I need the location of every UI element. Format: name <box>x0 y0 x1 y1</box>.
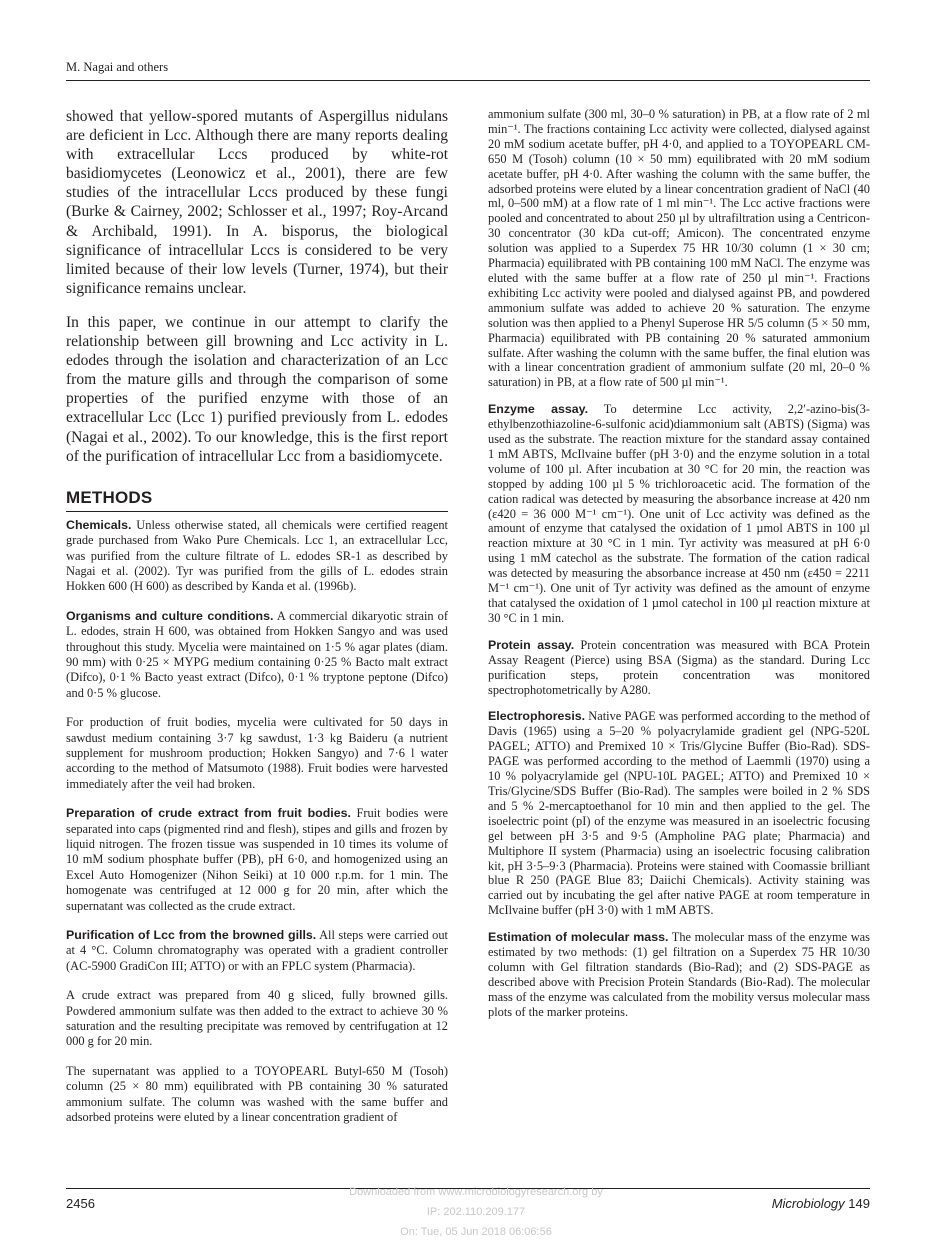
protein-assay-paragraph <box>488 638 870 698</box>
methods-heading: METHODS <box>66 488 448 512</box>
continued-paragraph: ammonium sulfate (300 ml, 30–0 % saturation) in PB, at a flow rate of 2 ml min⁻¹. The fractions containing Lcc activity were collected, dialysed against 20 mM sodium acetate buffer, pH 4·0, and applied to a TOYOPEARL CM-650 M (Tosoh) column (10 × 50 mm) equilibrated with 20 mM sodium acetate buffer, pH 4·0. After washing the column with the same buffer, the adsorbed proteins were eluted by a linear concentration gradient of NaCl (40 ml, 0–500 mM) at a flow rate of 1 ml min⁻¹. The Lcc active fractions were pooled and concentrated to about 250 µl by ultrafiltration using a Centricon-30 concentrator (30 kDa cut-off; Amicon). The concentrated enzyme solution was applied to a Superdex 75 HR 10/30 column (1 × 30 cm; Pharmacia) equilibrated with PB containing 100 mM NaCl. The enzyme was eluted with the same buffer at a flow rate of 250 µl min⁻¹. Fractions exhibiting Lcc activity were pooled and dialysed against PB, and powdered ammonium sulfate was added to achieve 20 % saturation. The enzyme solution was then applied to a Phenyl Superose HR 5/5 column (5 × 50 mm, Pharmacia) equilibrated with PB containing 20 % saturated ammonium sulfate. After washing the column with the same buffer, the final elution was with a linear concentration gradient of ammonium sulfate (20 ml, 20–0 % saturation) in PB, at a flow rate of 500 µl min⁻¹. <box>488 107 870 390</box>
chemicals-text: Unless otherwise stated, all chemicals were certified reagent grade purchased from Wako Pure Chemicals. Lcc 1, an extracellular Lcc, was purified from the culture filtrate of L. edodes SR-1 as described by Nagai et al. (2002). Tyr was purified from the gills of L. edodes strain Hokken 600 (H 600) as described by Kanda et al. (1996b). <box>66 517 448 594</box>
crude-extract-paragraph <box>66 806 448 914</box>
download-watermark-line-1: Downloaded from www.microbiologyresearch.org by <box>349 1186 603 1198</box>
download-watermark-line-2: IP: 202.110.209.177 <box>426 1206 526 1218</box>
chemicals-paragraph <box>66 518 448 595</box>
page-number: 2456 <box>66 1196 95 1211</box>
enzyme-assay-text: To determine Lcc activity, 2,2′-azino-bis(3-ethylbenzothiazoline-6-sulfonic acid)diammonium salt (ABTS) (Sigma) was used as the substrate. The reaction mixture for the standard assay contained 1 mM ABTS, McIlvaine buffer (pH 3·0) and the enzyme solution in a total volume of 100 µl. After incubation at 30 °C for 20 min, the reaction was stopped by adding 100 µl 5 % trichloroacetic acid. The formation of the cation radical was detected by measuring the absorbance increase at 420 nm (ε420 = 36 000 M⁻¹ cm⁻¹). One unit of Lcc activity was defined as the amount of enzyme that catalysed the oxidation of 1 µmol ABTS in 100 µl reaction mixture at 30 °C in 1 min. Tyr activity was measured at pH 6·0 using 1 mM catechol as the substrate. The formation of the cation radical was detected by measuring the absorbance increase at 450 nm (ε450 = 2211 M⁻¹ cm⁻¹). One unit of Tyr activity was defined as the amount of enzyme that catalysed the oxidation of 1 µmol catechol in 100 µl reaction mixture at 30 °C in 1 min. <box>488 402 870 625</box>
crude-extract-heading: Preparation of crude extract from fruit bodies. <box>66 806 351 821</box>
molecular-mass-text: The molecular mass of the enzyme was estimated by two methods: (1) gel filtration on a Superdex 75 HR 10/30 column with Gel filtration standards (Bio-Rad); and (2) SDS-PAGE as described above with Precision Protein Standards (Bio-Rad). The molecular mass of the enzyme was calculated from the mobility versus molecular mass plots of the marker proteins. <box>488 930 870 1019</box>
purification-paragraph <box>66 928 448 974</box>
purification-text: All steps were carried out at 4 °C. Column chromatography was operated with a gradient controller (AC-5900 GradiCon III; ATTO) or with an FPLC system (Pharmacia). <box>66 928 448 973</box>
crude-extract-prep-paragraph: A crude extract was prepared from 40 g sliced, fully browned gills. Powdered ammonium sulfate was then added to the extract to achieve 30 % saturation and the resulting precipitate was removed by centrifugation at 12 000 g for 20 min. <box>66 988 448 1049</box>
intro-paragraph-2: In this paper, we continue in our attempt to clarify the relationship between gill browning and Lcc activity in L. edodes through the isolation and characterization of an Lcc from the mature gills and through the comparison of some properties of the purified enzyme with those of an extracellular Lcc (Lcc 1) purified previously from L. edodes (Nagai et al., 2002). To our knowledge, this is the first report of the purification of intracellular Lcc from a basidiomycete. <box>66 313 448 465</box>
enzyme-assay-paragraph <box>488 402 870 626</box>
supernatant-paragraph: The supernatant was applied to a TOYOPEARL Butyl-650 M (Tosoh) column (25 × 80 mm) equilibrated with PB containing 30 % saturated ammonium sulfate. The column was washed with the same buffer and adsorbed proteins were eluted by a linear concentration gradient of <box>66 1063 448 1125</box>
intro-paragraph-1: showed that yellow-spored mutants of Aspergillus nidulans are deficient in Lcc. Although there are many reports dealing with extracellular Lccs produced by white-rot basidiomycetes (Leonowicz et al., 2001), there are few studies of the intracellular Lccs produced by these fungi (Burke & Cairney, 2002; Schlosser et al., 1997; Roy-Arcand & Archibald, 1991). In A. bisporus, the biological significance of intracellular Lccs is considered to be very limited because of their low levels (Turner, 1974), but their significance remains unclear. <box>66 108 448 297</box>
header-rule <box>66 80 870 81</box>
organisms-paragraph <box>66 609 448 701</box>
organisms-heading: Organisms and culture conditions. <box>66 608 274 623</box>
electrophoresis-paragraph <box>488 709 870 918</box>
journal-volume: 149 <box>848 1196 870 1211</box>
purification-heading: Purification of Lcc from the browned gills. <box>66 928 317 943</box>
journal-name: Microbiology <box>771 1196 845 1211</box>
chemicals-heading: Chemicals. <box>66 517 132 532</box>
electrophoresis-heading: Electrophoresis. <box>488 709 586 724</box>
download-watermark-line-3: On: Tue, 05 Jun 2018 06:06:56 <box>400 1226 552 1238</box>
running-head: M. Nagai and others <box>66 60 169 74</box>
enzyme-assay-heading: Enzyme assay. <box>488 402 589 417</box>
fruit-bodies-paragraph: For production of fruit bodies, mycelia were cultivated for 50 days in sawdust medium containing 3·7 kg sawdust, 1·3 kg Baideru (a nutrient supplement for mushroom production; Hokken Sangyo) and 7·6 l water according to the method of Matsumoto (1988). Fruit bodies were harvested immediately after the veil had broken. <box>66 715 448 791</box>
right-column <box>488 107 870 1032</box>
protein-assay-text: Protein concentration was measured with BCA Protein Assay Reagent (Pierce) using BSA (Sigma) as the standard. During Lcc purification steps, protein concentration was monitored spectrophotometrically by A280. <box>488 637 870 697</box>
crude-extract-text: Fruit bodies were separated into caps (pigmented rind and flesh), stipes and gills and frozen by liquid nitrogen. The frozen tissue was suspended in 10 times its volume of 10 mM sodium phosphate buffer (PB), pH 6·0, and homogenized using an Excel Auto Homogenizer (Nihon Seiki) at 10 000 r.p.m. for 1 min. The homogenate was centrifuged at 12 000 g for 20 min, after which the supernatant was collected as the crude extract. <box>66 806 448 913</box>
electrophoresis-text: Native PAGE was performed according to the method of Davis (1965) using a 5–20 % polyacrylamide gradient gel (NPG-520L PAGEL; ATTO) and Premixed 10 × Tris/Glycine Buffer (Bio-Rad). SDS-PAGE was performed according to the method of Laemmli (1970) using a 10 % polyacrylamide gel (NPU-10L PAGEL; ATTO) and Premixed 10 × Tris/Glycine/SDS Buffer (Bio-Rad). The samples were boiled in 2 % SDS and 5 % 2-mercaptoethanol for 10 min and then applied to the gel. The isoelectric point (pI) of the enzyme was measured in an isoelectric focusing gel between pH 3·5 and 9·5 (Ampholine PAG plate; Pharmacia) and Multiphore II system (Pharmacia) using an isoelectric focusing calibration kit, pH 3·5–9·3 (Pharmacia). Proteins were stained with Coomassie brilliant blue R 250 (PAGE Blue 83; Daiichi Chemicals). Activity staining was carried out by incubating the gel after native PAGE at room temperature in McIlvaine buffer (pH 3·0) with 1 mM ABTS. <box>488 709 870 918</box>
protein-assay-heading: Protein assay. <box>488 637 575 652</box>
molecular-mass-heading: Estimation of molecular mass. <box>488 930 669 945</box>
left-column <box>66 107 448 1140</box>
molecular-mass-paragraph <box>488 930 870 1019</box>
organisms-text: A commercial dikaryotic strain of L. edodes, strain H 600, was obtained from Hokken Sangyo and was used throughout this study. Mycelia were maintained on 1·5 % agar plates (diam. 90 mm) with 0·25 × MYPG medium containing 0·25 % Bacto malt extract (Difco), 0·1 % Bacto yeast extract (Difco), 0·1 % tryptone peptone (Difco) and 0·5 % glucose. <box>66 608 448 700</box>
